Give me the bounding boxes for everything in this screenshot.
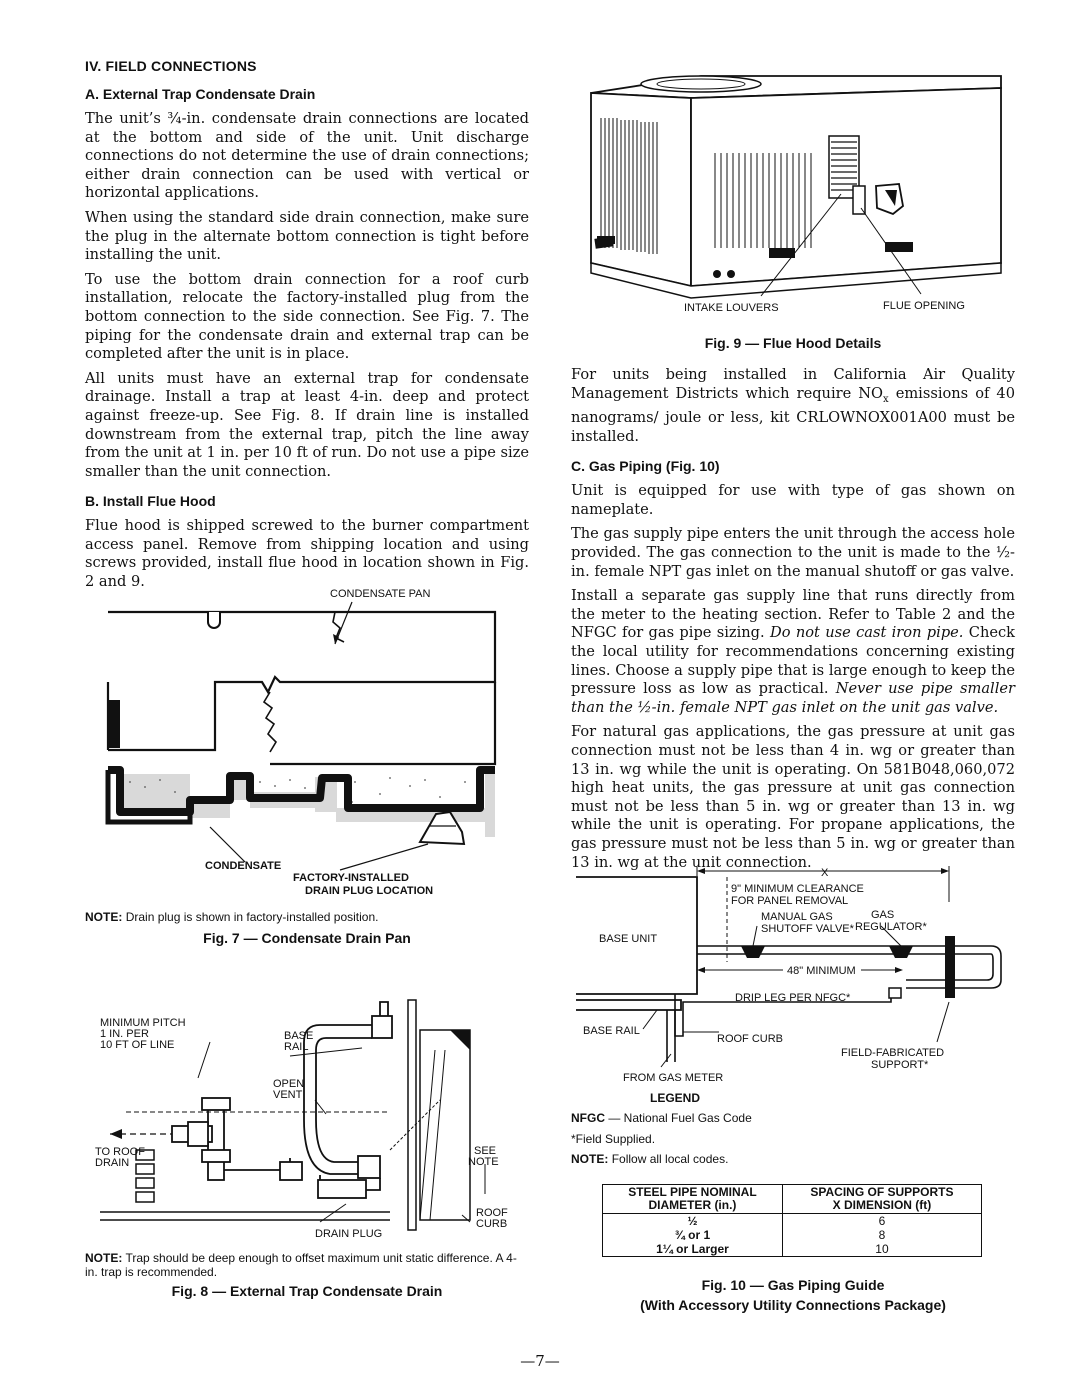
fig9-caption: Fig. 9 — Flue Hood Details xyxy=(704,335,882,351)
flue-hood-diagram xyxy=(571,58,1015,320)
label-note: NOTE xyxy=(468,1156,499,1168)
fig8-note: NOTE: Trap should be deep enough to offset maximum unit static difference. A 4-in. trap is recommended. xyxy=(85,1251,517,1279)
label-roof: ROOF xyxy=(476,1207,508,1219)
label-open: OPEN xyxy=(273,1078,305,1090)
label-gas: GAS xyxy=(871,909,895,921)
label-see: SEE xyxy=(474,1145,497,1157)
fig10-caption: Fig. 10 — Gas Piping Guide xyxy=(701,1277,885,1293)
label-from-gas-meter: FROM GAS METER xyxy=(623,1072,724,1084)
right-column xyxy=(571,366,1015,878)
paragraph: Unit is equipped for use with type of gas shown on nameplate. xyxy=(571,482,1015,518)
field-supplied-note: *Field Supplied. xyxy=(571,1132,656,1146)
section-title: IV. FIELD CONNECTIONS xyxy=(85,58,257,74)
legend-nfgc: NFGC — National Fuel Gas Code xyxy=(571,1111,752,1125)
label-x: X xyxy=(821,867,829,879)
table-row xyxy=(603,1242,982,1257)
table-row xyxy=(603,1228,982,1242)
heading-external-trap: A. External Trap Condensate Drain xyxy=(85,86,316,102)
paragraph: The unit’s ¾-in. condensate drain connections are located at the bottom and side of the unit. Unit discharge connections do not determine the use of drain connections; either drain connection can be used with vertical or horizontal applications. xyxy=(85,110,529,202)
label-curb: CURB xyxy=(476,1218,508,1230)
label-manual-gas: MANUAL GAS xyxy=(761,911,833,923)
label-factory-installed: FACTORY-INSTALLED xyxy=(293,872,409,884)
left-column xyxy=(85,58,529,598)
cell-spacing: 8 xyxy=(782,1228,981,1242)
paragraph: For natural gas applications, the gas pressure at unit gas connection must not be less than 4 in. wg or greater than 13 in. wg while the unit is operating. On 581B048,060,072 high heat units, the gas pressure at unit gas connection must not be less than 5 in. wg or greater than 13 in. wg while the unit is operating. For propane applications, the gas pressure must not be less than 5 in. wg or greater than 13 in. wg at the unit connection. xyxy=(571,723,1015,871)
cell-spacing: 10 xyxy=(782,1242,981,1257)
external-trap-diagram xyxy=(90,990,530,1250)
fig7-caption: Fig. 7 — Condensate Drain Pan xyxy=(203,930,411,946)
label-base-unit: BASE UNIT xyxy=(599,933,658,945)
label-base-rail: BASE RAIL xyxy=(583,1025,640,1037)
paragraph: To use the bottom drain connection for a roof curb installation, relocate the factory-installed plug from the bottom connection to the side connection. See Fig. 7. The piping for the condensate drain and external trap can be completed after the unit is in place. xyxy=(85,270,529,363)
label-shutoff-valve: SHUTOFF VALVE* xyxy=(761,923,854,935)
cell-diameter: ¾ or 1 xyxy=(674,1228,711,1242)
paragraph: Flue hood is shipped screwed to the burner compartment access panel. Remove from shipping location and using screws provided, install flue hood in location shown in Fig. 2 and 9. xyxy=(85,517,529,591)
label-pitch-line-3: 10 FT OF LINE xyxy=(100,1039,175,1051)
gas-piping-diagram xyxy=(571,862,1015,1087)
fig10-caption-subtitle: (With Accessory Utility Connections Package) xyxy=(640,1297,946,1313)
fig10-note: NOTE: Follow all local codes. xyxy=(571,1152,729,1166)
table-header-diameter: STEEL PIPE NOMINAL DIAMETER (in.) xyxy=(603,1185,783,1214)
label-flue-opening: FLUE OPENING xyxy=(883,300,965,312)
paragraph: The gas supply pipe enters the unit through the access hole provided. The gas connection to the unit is made to the ½-in. female NPT gas inlet on the manual shutoff or gas valve. xyxy=(571,525,1015,580)
table-header-spacing: SPACING OF SUPPORTS X DIMENSION (ft) xyxy=(782,1185,981,1214)
label-to-roof: TO ROOF xyxy=(95,1146,145,1158)
fig7-note: NOTE: Drain plug is shown in factory-installed position. xyxy=(85,910,379,924)
label-drip-leg: DRIP LEG PER NFGC* xyxy=(735,992,851,1004)
paragraph: All units must have an external trap for condensate drainage. Install a trap at least 4-in. deep and protect against freeze-up. See Fig. 8. If drain line is installed downstream from the external trap, pitch the line away from the unit at 1 in. per 10 ft of run. Do not use a pipe size smaller than the unit connection. xyxy=(85,369,529,480)
label-regulator: REGULATOR* xyxy=(855,921,927,933)
label-condensate: CONDENSATE xyxy=(205,860,282,872)
paragraph: When using the standard side drain connection, make sure the plug in the alternate bottom connection is tight before installing the unit. xyxy=(85,208,529,264)
label-pitch-line-2: 1 IN. PER xyxy=(100,1028,149,1040)
label-support: SUPPORT* xyxy=(871,1059,929,1071)
label-rail: RAIL xyxy=(284,1041,309,1053)
label-minimum-pitch: MINIMUM PITCH xyxy=(100,1017,186,1029)
fig8-caption: Fig. 8 — External Trap Condensate Drain xyxy=(171,1283,443,1299)
heading-install-flue-hood: B. Install Flue Hood xyxy=(85,493,216,510)
label-roof-curb: ROOF CURB xyxy=(717,1033,783,1045)
label-field-fabricated: FIELD-FABRICATED xyxy=(841,1047,945,1059)
california-paragraph: For units being installed in California Air Quality Management Districts which require $NO_x$ emissions of 40 nanograms/ joule or less, kit CRLOWNOX001A00 must be installed. xyxy=(571,366,1015,445)
label-drain-plug: DRAIN PLUG xyxy=(315,1228,383,1240)
pipe-support-table xyxy=(602,1184,982,1257)
label-vent: VENT xyxy=(273,1089,303,1101)
label-panel-removal: FOR PANEL REMOVAL xyxy=(731,895,849,907)
label-clearance: 9" MINIMUM CLEARANCE xyxy=(731,883,864,895)
label-48-minimum: 48" MINIMUM xyxy=(787,965,856,977)
heading-gas-piping: C. Gas Piping (Fig. 10) xyxy=(571,458,720,475)
label-drain: DRAIN xyxy=(95,1157,130,1169)
page-number: —7— xyxy=(520,1352,560,1370)
cell-diameter: ½ xyxy=(687,1214,698,1228)
table-row xyxy=(603,1214,982,1229)
label-base: BASE xyxy=(284,1030,314,1042)
label-drain-plug-location: DRAIN PLUG LOCATION xyxy=(305,885,434,897)
cell-spacing: 6 xyxy=(782,1214,981,1229)
cell-diameter: 1¼ or Larger xyxy=(656,1242,729,1256)
label-condensate-pan: CONDENSATE PAN xyxy=(330,588,431,600)
condensate-drain-pan-diagram xyxy=(90,582,530,904)
label-intake-louvers: INTAKE LOUVERS xyxy=(684,302,779,314)
legend-title: LEGEND xyxy=(650,1091,701,1105)
paragraph: Install a separate gas supply line that runs directly from the meter to the heating section. Refer to Table 2 and the NFGC for gas pipe sizing. Do not use cast iron pipe. Check the local utility for recommendations concerning existing lines. Choose a supply pipe that is large enough to keep the pressure loss as low as practical. Never use pipe smaller than the ½-in. female NPT gas inlet on the unit gas valve. xyxy=(571,587,1015,716)
